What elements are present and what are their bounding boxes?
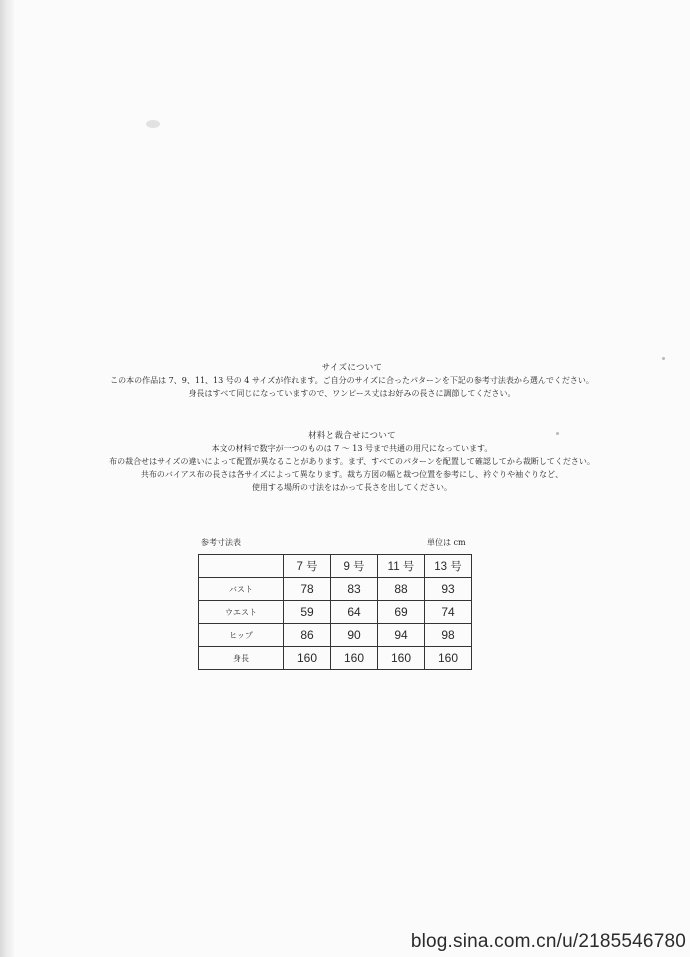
- table-cell: 98: [425, 624, 472, 647]
- table-cell: 64: [331, 601, 378, 624]
- size-section-line: この本の作品は 7、9、11、13 号の 4 サイズが作れます。ご自分のサイズに合ったパターンを下記の参考寸法表から選んでください。: [110, 376, 594, 385]
- table-cell: 88: [378, 578, 425, 601]
- materials-section: [14, 430, 690, 494]
- table-cell: 160: [378, 647, 425, 670]
- paper-speck: [662, 357, 665, 360]
- table-cell: 83: [331, 578, 378, 601]
- blog-watermark: blog.sina.com.cn/u/2185546780: [410, 931, 686, 952]
- table-cell: 93: [425, 578, 472, 601]
- table-row: [199, 624, 472, 647]
- column-header: 11 号: [378, 555, 425, 578]
- table-cell: 78: [284, 578, 331, 601]
- materials-section-line: 共布のバイアス布の長さは各サイズによって異なります。裁ち方図の幅と裁つ位置を参考にし、衿ぐりや袖ぐりなど、: [140, 470, 564, 479]
- size-table-caption: 参考寸法表: [201, 538, 241, 547]
- row-label: バスト: [199, 578, 284, 601]
- size-section-heading: サイズについて: [321, 363, 383, 373]
- table-cell: 69: [378, 601, 425, 624]
- size-section: [14, 362, 690, 400]
- size-table-unit: 単位は cm: [427, 538, 466, 547]
- materials-section-line: 布の裁合せはサイズの違いによって配置が異なることがあります。まず、すべてのパターンを配置して確認してから裁断してください。: [109, 457, 595, 466]
- row-label: ヒップ: [199, 624, 284, 647]
- row-label: ウエスト: [199, 601, 284, 624]
- size-table: [198, 554, 472, 670]
- row-label: 身長: [199, 647, 284, 670]
- table-row: [199, 578, 472, 601]
- table-header-row: [199, 555, 472, 578]
- materials-section-heading: 材料と裁合せについて: [308, 431, 396, 441]
- column-header: 9 号: [331, 555, 378, 578]
- table-cell: 86: [284, 624, 331, 647]
- page-gutter-shadow: [0, 0, 14, 957]
- materials-section-line: 本文の材料で数字が一つのものは 7 ～ 13 号まで共通の用尺になっています。: [211, 444, 493, 453]
- table-row: [199, 601, 472, 624]
- paper-speck: [146, 120, 160, 128]
- table-row: [199, 647, 472, 670]
- table-cell: 94: [378, 624, 425, 647]
- column-header: 7 号: [284, 555, 331, 578]
- table-cell: 90: [331, 624, 378, 647]
- table-cell: 74: [425, 601, 472, 624]
- table-cell: 160: [425, 647, 472, 670]
- size-section-line: 身長はすべて同じになっていますので、ワンピース丈はお好みの長さに調節してください。: [188, 389, 516, 398]
- table-corner-cell: [199, 555, 284, 578]
- materials-section-line: 使用する場所の寸法をはかって長さを出してください。: [252, 483, 452, 492]
- table-cell: 160: [331, 647, 378, 670]
- table-cell: 59: [284, 601, 331, 624]
- table-cell: 160: [284, 647, 331, 670]
- column-header: 13 号: [425, 555, 472, 578]
